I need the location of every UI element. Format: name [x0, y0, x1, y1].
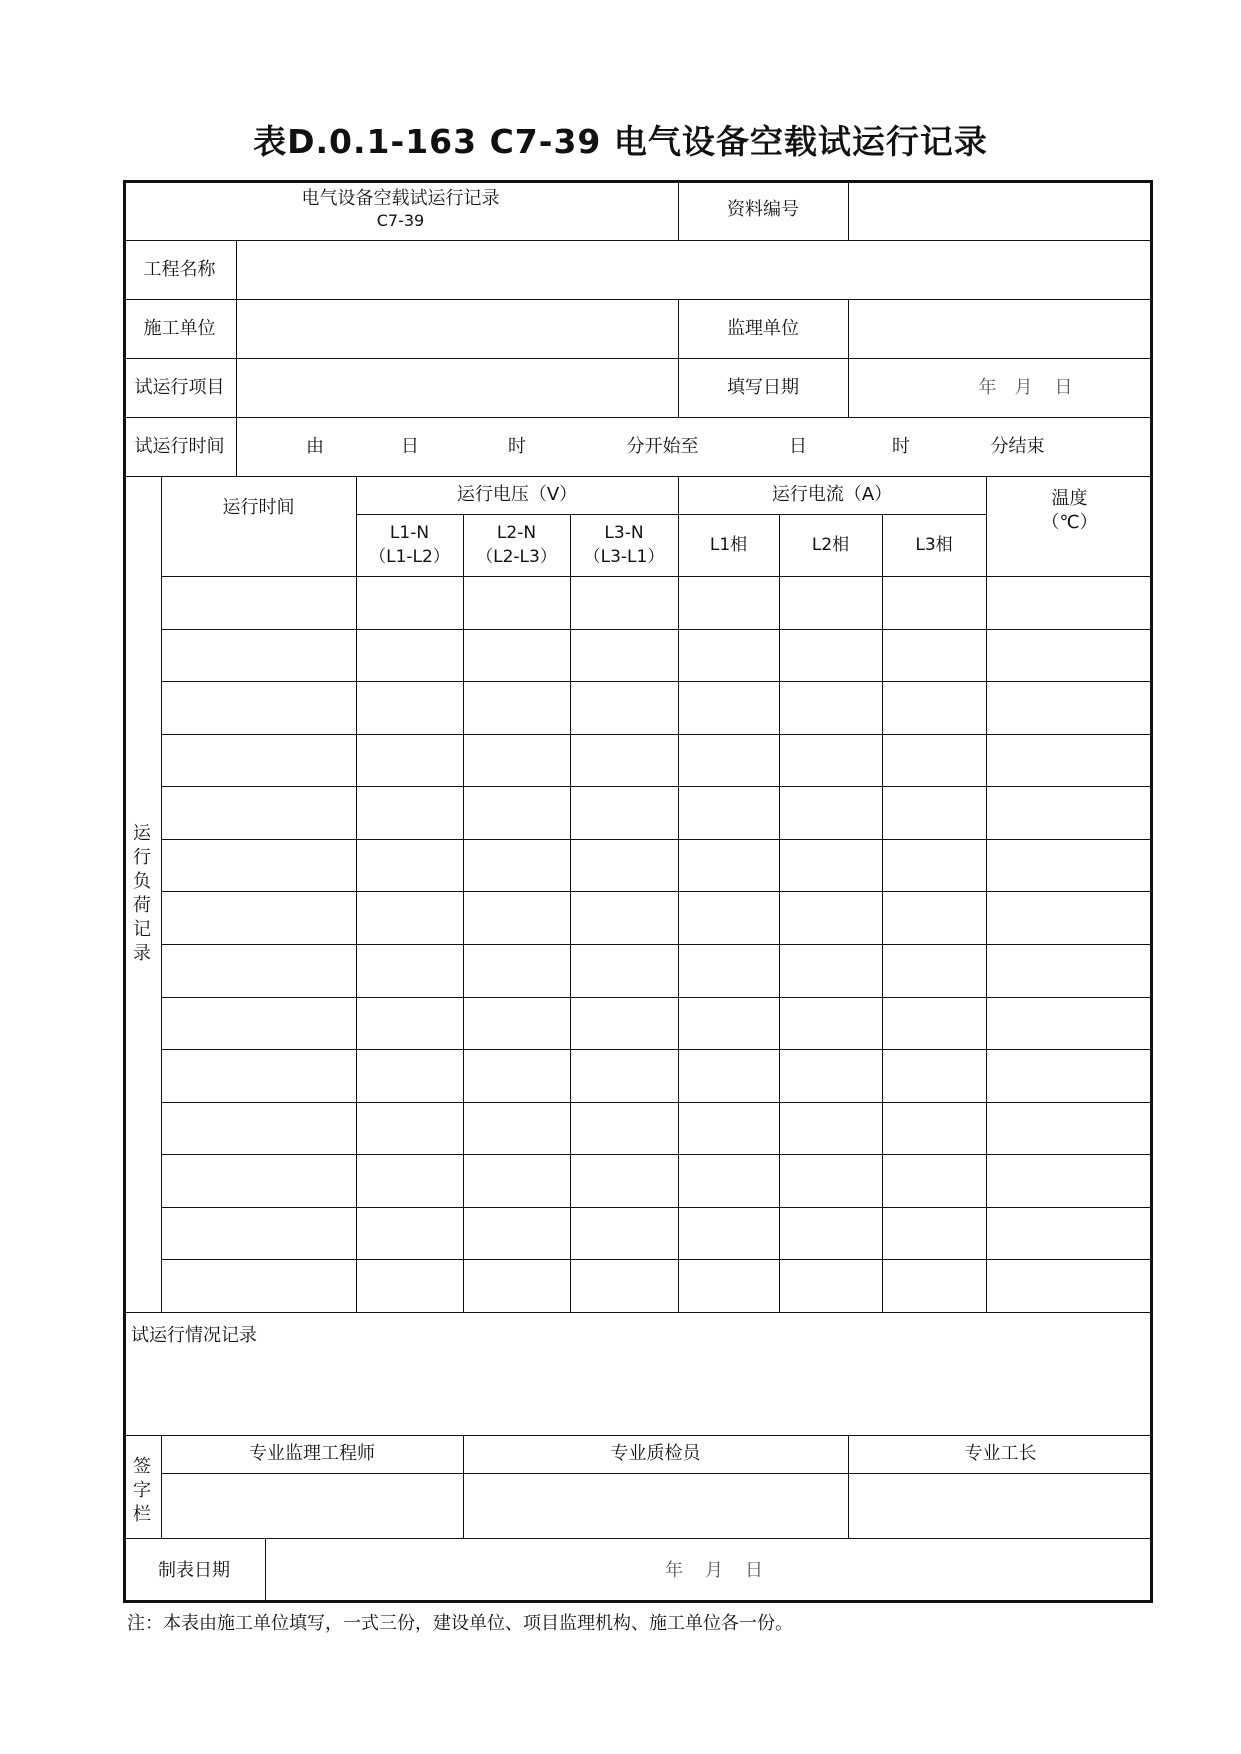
rule	[986, 476, 987, 1312]
table-row	[161, 1049, 1153, 1050]
current-header: 运行电流（A）	[771, 484, 893, 505]
voltage-col-line2: （L3-L1）	[583, 547, 665, 567]
fill-date-field[interactable]	[848, 358, 1153, 417]
form-name: 电气设备空载试运行记录	[301, 188, 500, 209]
role-foreman: 专业工长	[964, 1443, 1037, 1464]
run-time-end: 分结束	[990, 435, 1045, 457]
signature-side-label	[123, 1435, 161, 1538]
trial-item-field[interactable]	[236, 358, 678, 417]
side-char: 签	[133, 1455, 151, 1477]
voltage-col-l1	[356, 514, 463, 576]
side-char: 字	[133, 1479, 151, 1501]
form-code: C7-39	[376, 211, 425, 230]
side-char: 荷	[133, 895, 151, 916]
role-quality-inspector: 专业质检员	[610, 1443, 701, 1464]
rule	[678, 476, 679, 1312]
table-row	[161, 681, 1153, 682]
voltage-col-line2: （L1-L2）	[369, 547, 450, 567]
table-date-year: 年	[665, 1559, 683, 1581]
table-date-field[interactable]	[265, 1538, 1153, 1603]
side-char: 运	[133, 823, 151, 844]
role-supervisor-engineer: 专业监理工程师	[249, 1443, 375, 1464]
table-row	[161, 734, 1153, 735]
run-time-start: 分开始至	[626, 435, 699, 457]
table-row	[161, 997, 1153, 998]
signature-field-inspector[interactable]	[463, 1473, 848, 1538]
supervisor-field[interactable]	[848, 299, 1153, 358]
table-row	[161, 629, 1153, 630]
run-time-hour2: 时	[892, 435, 910, 457]
rule	[161, 476, 162, 1312]
rule	[463, 514, 464, 1312]
trial-item-label: 试运行项目	[134, 376, 225, 398]
voltage-col-line1: L1-N	[389, 523, 430, 543]
supervisor-label: 监理单位	[727, 317, 799, 339]
run-time-day1: 日	[401, 435, 419, 457]
table-row	[161, 786, 1153, 787]
voltage-col-line1: L3-N	[604, 523, 644, 543]
page-title: 表D.0.1-163 C7-39 电气设备空载试运行记录	[253, 122, 988, 161]
side-char: 记	[133, 919, 151, 940]
table-date-label: 制表日期	[158, 1559, 230, 1581]
fill-date-day: 日	[1054, 376, 1073, 398]
rule	[882, 514, 883, 1312]
current-col-l2: L2相	[811, 535, 850, 555]
current-col-l1: L1相	[709, 535, 748, 555]
table-row	[161, 576, 1153, 577]
voltage-header: 运行电压（V）	[456, 484, 578, 505]
temp-label: 温度	[1051, 488, 1088, 509]
project-name-label: 工程名称	[143, 258, 216, 280]
side-char: 负	[133, 871, 151, 892]
table-row	[161, 839, 1153, 840]
voltage-col-line2: （L2-L3）	[476, 547, 557, 567]
signature-field-foreman[interactable]	[848, 1473, 1153, 1538]
contractor-label: 施工单位	[143, 317, 216, 339]
fill-date-label: 填写日期	[727, 376, 799, 398]
rule	[356, 476, 357, 1312]
run-time-day2: 日	[789, 435, 807, 457]
form-name-cell	[123, 180, 678, 240]
doc-no-field[interactable]	[848, 180, 1153, 240]
table-row	[161, 944, 1153, 945]
table-row	[161, 1207, 1153, 1208]
rule	[570, 514, 571, 1312]
table-row	[161, 891, 1153, 892]
run-time-hour1: 时	[508, 435, 526, 457]
footnote: 注：本表由施工单位填写，一式三份，建设单位、项目监理机构、施工单位各一份。	[127, 1613, 793, 1634]
fill-date-year: 年	[978, 376, 997, 398]
project-name-field[interactable]	[236, 240, 1153, 299]
voltage-col-l3	[570, 514, 678, 576]
rule	[779, 514, 780, 1312]
signature-field-supervisor[interactable]	[161, 1473, 463, 1538]
side-char: 行	[133, 847, 151, 868]
table-date-day: 日	[745, 1559, 763, 1581]
table-row	[161, 1259, 1153, 1260]
side-char: 栏	[133, 1503, 151, 1525]
voltage-col-line1: L2-N	[496, 523, 537, 543]
side-char: 录	[133, 943, 151, 964]
current-col-l3: L3相	[915, 535, 953, 555]
contractor-field[interactable]	[236, 299, 678, 358]
situation-label: 试运行情况记录	[131, 1325, 257, 1346]
table-date-month: 月	[705, 1559, 723, 1581]
run-time-label: 试运行时间	[134, 435, 225, 457]
fill-date-month: 月	[1014, 376, 1033, 398]
run-time-col-header: 运行时间	[222, 497, 295, 518]
doc-no-label: 资料编号	[727, 199, 799, 220]
temperature-header	[986, 476, 1153, 576]
run-time-from: 由	[306, 435, 324, 457]
load-record-side-label	[123, 476, 161, 1312]
temp-unit: （℃）	[1041, 512, 1098, 533]
table-row	[161, 1154, 1153, 1155]
voltage-col-l2	[463, 514, 570, 576]
table-row	[161, 1102, 1153, 1103]
